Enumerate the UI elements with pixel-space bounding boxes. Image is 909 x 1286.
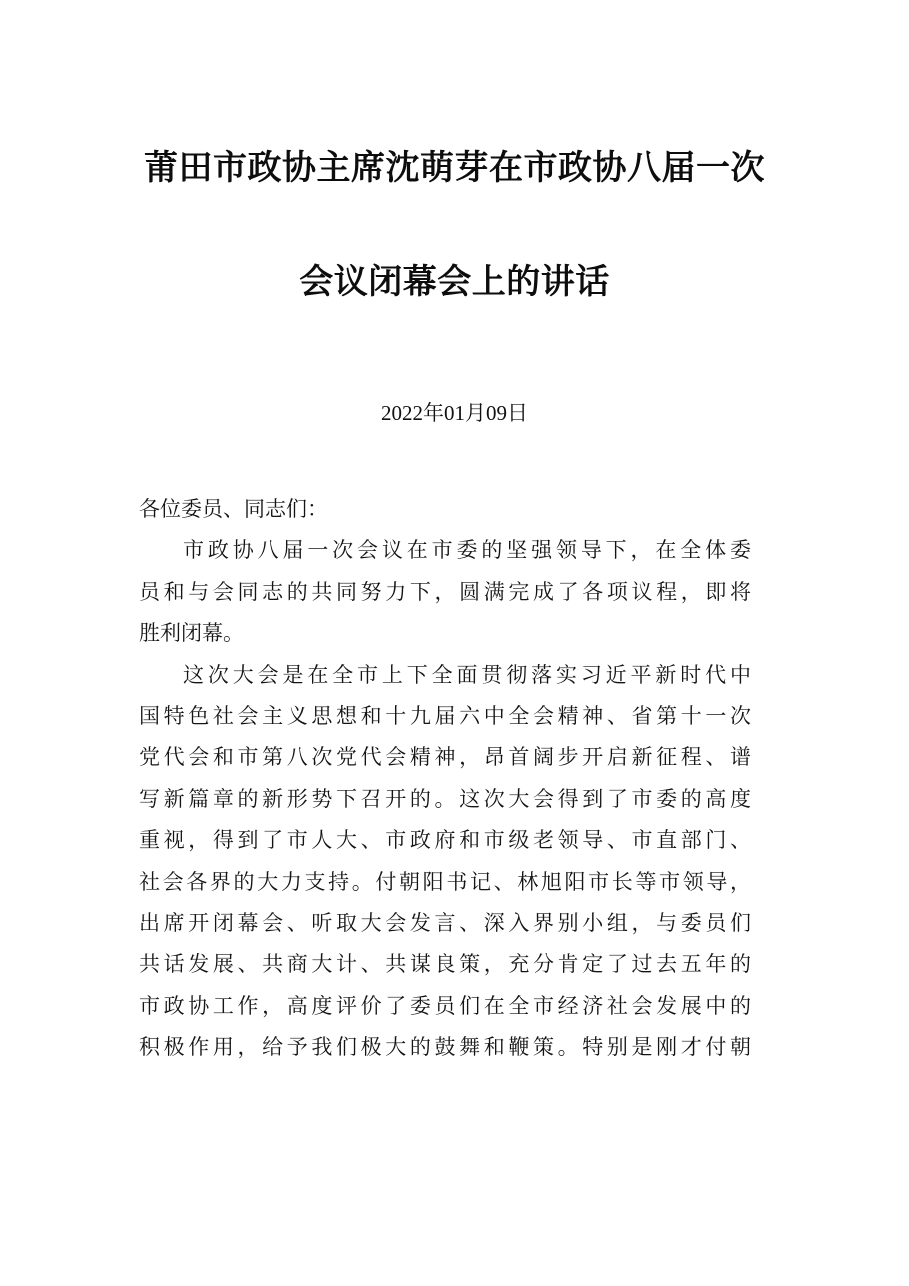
document-body xyxy=(139,489,751,1068)
paragraph-2-line: 重视，得到了市人大、市政府和市级老领导、市直部门、 xyxy=(139,828,751,853)
document-title-line-1: 莆田市政协主席沈萌芽在市政协八届一次 xyxy=(144,148,765,188)
paragraph-1-line: 胜利闭幕。 xyxy=(139,621,244,646)
document-date: 2022年01月09日 xyxy=(381,401,528,425)
paragraph-2 xyxy=(139,655,751,1069)
paragraph-2-line: 出席开闭幕会、听取大会发言、深入界别小组，与委员们 xyxy=(139,910,751,935)
paragraph-1-line: 市政协八届一次会议在市委的坚强领导下，在全体委 xyxy=(183,538,751,563)
paragraph-2-line: 积极作用，给予我们极大的鼓舞和鞭策。特别是刚才付朝 xyxy=(139,1035,751,1060)
paragraph-2-line: 国特色社会主义思想和十九届六中全会精神、省第十一次 xyxy=(139,703,751,728)
paragraph-1-line: 员和与会同志的共同努力下，圆满完成了各项议程，即将 xyxy=(139,579,751,604)
paragraph-2-line: 市政协工作，高度评价了委员们在全市经济社会发展中的 xyxy=(139,993,751,1018)
paragraph-1 xyxy=(139,530,751,654)
paragraph-2-line: 写新篇章的新形势下召开的。这次大会得到了市委的高度 xyxy=(139,786,751,811)
salutation: 各位委员、同志们： xyxy=(139,497,328,521)
document-title-line-2: 会议闭幕会上的讲话 xyxy=(299,262,610,302)
paragraph-2-line: 共话发展、共商大计、共谋良策，充分肯定了过去五年的 xyxy=(139,952,751,977)
paragraph-2-line: 这次大会是在全市上下全面贯彻落实习近平新时代中 xyxy=(183,662,751,687)
paragraph-2-line: 党代会和市第八次党代会精神，昂首阔步开启新征程、谱 xyxy=(139,745,751,770)
paragraph-2-line: 社会各界的大力支持。付朝阳书记、林旭阳市长等市领导， xyxy=(139,869,751,894)
